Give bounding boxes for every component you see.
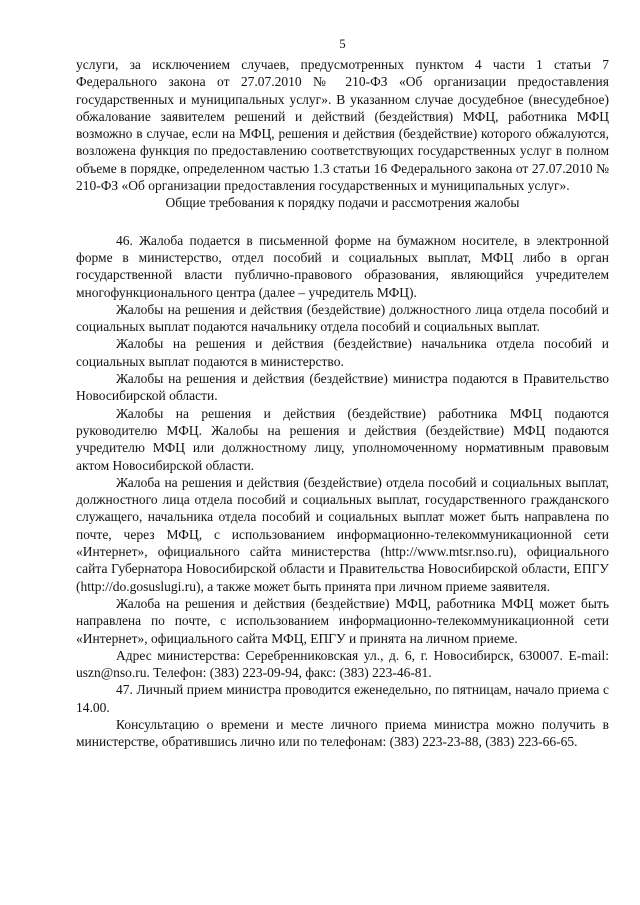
paragraph: Консультацию о времени и месте личного приема министра можно получить в министерстве, обратившись лично или по телефонам: (383) 223-23-88, (383) 223-66-65.: [76, 716, 609, 750]
contact-paragraph: Адрес министерства: Серебренниковская ул., д. 6, г. Новосибирск, 630007. E-mail: uszn@nso.ru. Телефон: (383) 223-09-94, факс: (383) 223-46-81.: [76, 647, 609, 681]
paragraph: Жалоба на решения и действия (бездействие) МФЦ, работника МФЦ может быть направлена по почте, с использованием информационно-телекоммуникационной сети «Интернет», официального сайта МФЦ, ЕПГУ и принята на личном приеме.: [76, 595, 609, 646]
section-heading: Общие требования к порядку подачи и рассмотрения жалобы: [165, 195, 520, 211]
page-number: 5: [339, 37, 346, 51]
paragraph-47: 47. Личный прием министра проводится еженедельно, по пятницам, начало приема с 14.00.: [76, 682, 609, 715]
paragraph: Жалобы на решения и действия (бездействие) работника МФЦ подаются руководителю МФЦ. Жалобы на решения и действия (бездействие) МФЦ подаются учредителю МФЦ или должностному лицу, уполномоченному нормативным правовым актом Новосибирской области.: [76, 405, 609, 473]
paragraph: Жалобы на решения и действия (бездействие) министра подаются в Правительство Новосибирской области.: [76, 371, 609, 404]
paragraph: Жалобы на решения и действия (бездействие) должностного лица отдела пособий и социальных выплат подаются начальнику отдела пособий и социальных выплат.: [76, 301, 609, 335]
paragraph: Жалоба на решения и действия (бездействие) отдела пособий и социальных выплат, должностного лица отдела пособий и социальных выплат, государственного гражданского служащего, начальника отдела пособий и социальных выплат может быть направлена по почте, через МФЦ, с использованием информационно-телекоммуникационной сети «Интернет», официального сайта министерства (http://www.mtsr.nso.ru), официального сайта Губернатора Новосибирской области и Правительства Новосибирской области, ЕПГУ (http://do.gosuslugi.ru), а также может быть принята при личном приеме заявителя.: [76, 474, 609, 594]
paragraph-continuation: услуги, за исключением случаев, предусмотренных пунктом 4 части 1 статьи 7 Федерального закона от 27.07.2010 № 210-ФЗ «Об организации предоставления государственных и муниципальных услуг». В указанном случае досудебное (внесудебное) обжалование заявителем решений и действий (бездействия) МФЦ, работника МФЦ возможно в случае, если на МФЦ, решения и действия (бездействие) которого обжалуются, возложена функция по предоставлению соответствующих государственных услуг в полном объеме в порядке, определенном частью 1.3 статьи 16 Федерального закона от 27.07.2010 № 210-ФЗ «Об организации предоставления государственных и муниципальных услуг».: [76, 57, 609, 194]
paragraph: Жалобы на решения и действия (бездействие) начальника отдела пособий и социальных выплат подаются в министерство.: [76, 336, 609, 369]
spacer: [76, 212, 609, 232]
paragraph-46: 46. Жалоба подается в письменной форме на бумажном носителе, в электронной форме в министерство, отдел пособий и социальных выплат, МФЦ либо в орган государственной власти публично-правового образования, являющийся учредителем многофункционального центра (далее – учредитель МФЦ).: [76, 232, 609, 300]
